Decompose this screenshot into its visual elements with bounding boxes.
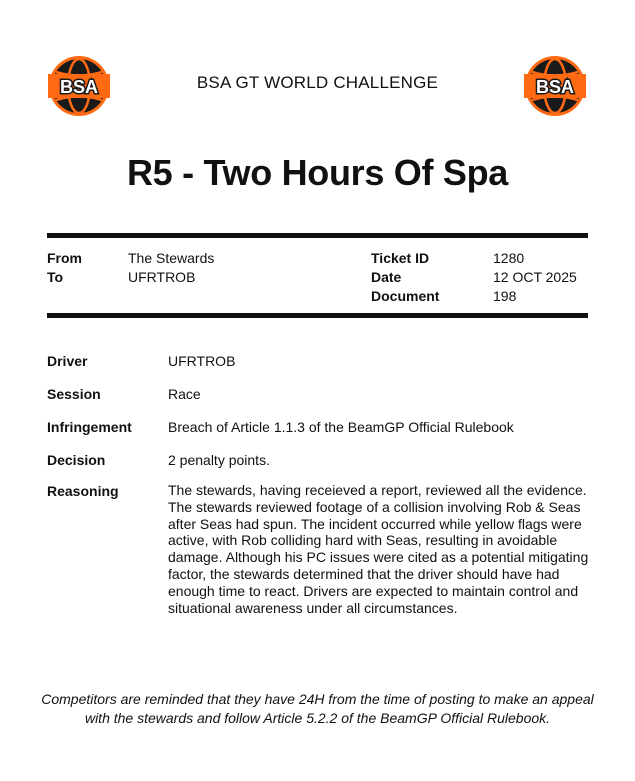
bottom-divider xyxy=(47,313,588,318)
driver-value: UFRTROB xyxy=(168,353,236,369)
decision-value: 2 penalty points. xyxy=(168,452,270,468)
ticket-id-value: 1280 xyxy=(493,250,525,266)
document-value: 198 xyxy=(493,288,517,304)
from-value: The Stewards xyxy=(128,250,215,266)
logo-text: BSA xyxy=(59,77,99,97)
decision-row xyxy=(47,451,592,470)
to-row xyxy=(47,268,214,287)
ticket-row xyxy=(371,249,577,268)
logo-text: BSA xyxy=(535,77,575,97)
sender-block xyxy=(47,249,214,287)
to-label: To xyxy=(47,269,64,285)
championship-name: BSA GT WORLD CHALLENGE xyxy=(196,73,439,92)
document-label: Document xyxy=(371,288,440,304)
appeal-notice: Competitors are reminded that they have 24H from the time of posting to make an appeal with the stewards and follow Article 5.2.2 of the BeamGP Official Rulebook. xyxy=(41,691,594,726)
top-divider xyxy=(47,233,588,238)
reasoning-row xyxy=(47,482,592,616)
driver-row xyxy=(47,352,592,371)
session-label: Session xyxy=(47,386,101,402)
driver-label: Driver xyxy=(47,353,88,369)
to-value: UFRTROB xyxy=(128,269,196,285)
from-label: From xyxy=(47,250,82,266)
date-label: Date xyxy=(371,269,402,285)
reasoning-text: The stewards, having receieved a report, reviewed all the evidence. The stewards reviewed footage of a collision involving Rob & Seas after Seas had spun. The incident occurred while yellow flags were active, with Rob colliding hard with Seas, resulting in avoidable damage. Although his PC issues were cited as a potential mitigating factor, the stewards determined that the driver should have had enough time to react. Drivers are expected to maintain control and situational awareness under all circumstances. xyxy=(168,482,589,616)
session-value: Race xyxy=(168,386,201,402)
decision-label: Decision xyxy=(47,452,106,468)
document-row xyxy=(371,287,577,306)
event-title: R5 - Two Hours Of Spa xyxy=(126,152,509,193)
reasoning-label: Reasoning xyxy=(47,483,119,499)
infringement-row xyxy=(47,418,592,437)
session-row xyxy=(47,385,592,404)
infringement-label: Infringement xyxy=(47,419,132,435)
ticket-id-label: Ticket ID xyxy=(371,250,430,266)
infringement-value: Breach of Article 1.1.3 of the BeamGP Official Rulebook xyxy=(168,419,514,435)
decision-details xyxy=(47,352,592,616)
ticket-block xyxy=(371,249,577,306)
date-row xyxy=(371,268,577,287)
from-row xyxy=(47,249,214,268)
date-value: 12 OCT 2025 xyxy=(493,269,577,285)
